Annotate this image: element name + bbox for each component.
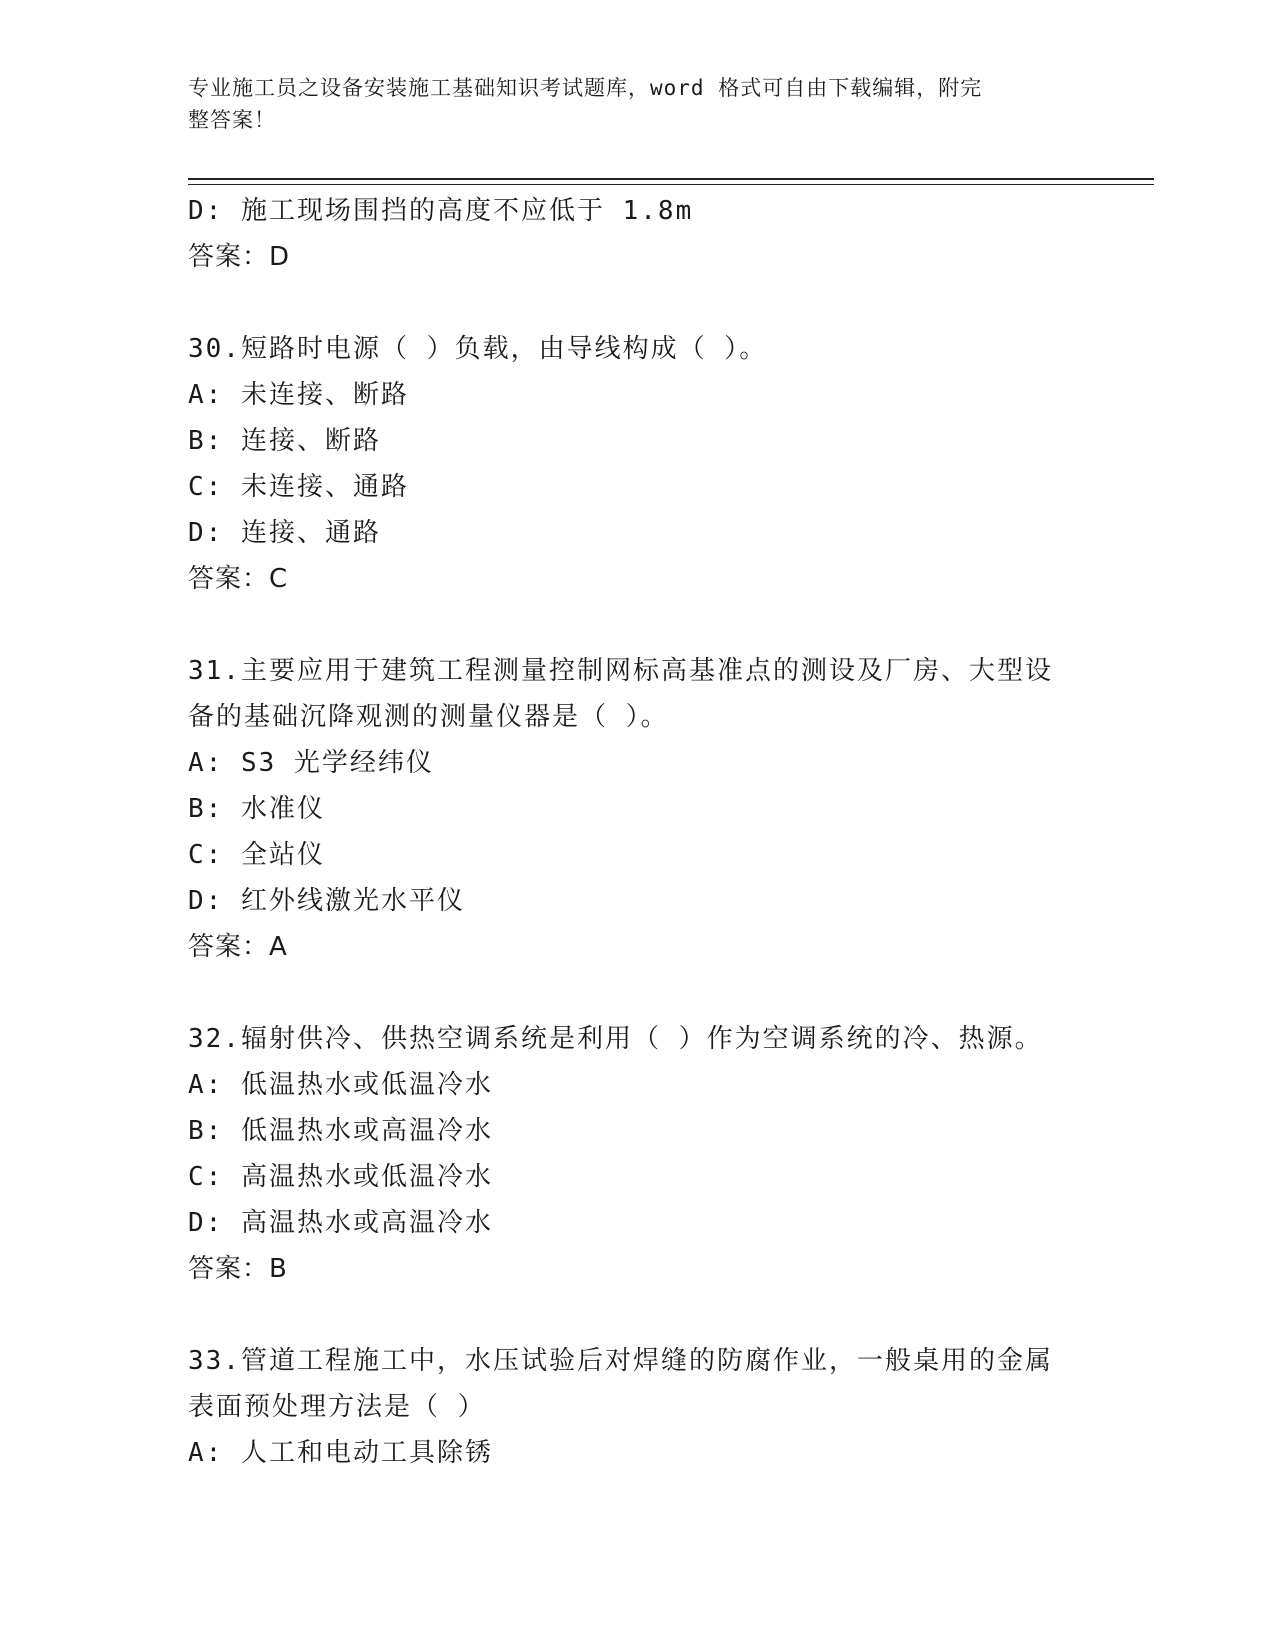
option-d: D: 红外线激光水平仪 xyxy=(188,886,465,916)
option-a: A: S3 光学经纬仪 xyxy=(188,748,434,778)
document-body xyxy=(188,188,1088,1476)
spacer xyxy=(188,970,1088,1016)
option-b: B: 连接、断路 xyxy=(188,426,381,456)
option-a: A: 未连接、断路 xyxy=(188,380,409,410)
header-divider xyxy=(188,178,1154,180)
header-title-line1: 专业施工员之设备安装施工基础知识考试题库，word 格式可自由下载编辑，附完 xyxy=(188,76,983,100)
option-c: C: 未连接、通路 xyxy=(188,472,409,502)
question-30 xyxy=(188,326,1088,602)
question-text: 31.主要应用于建筑工程测量控制网标高基准点的测设及厂房、大型设 xyxy=(188,656,1053,686)
header-title-line2: 整答案！ xyxy=(188,108,276,132)
answer: 答案：B xyxy=(188,1254,288,1284)
question-text-continued: 表面预处理方法是（ ） xyxy=(188,1392,486,1422)
question-text-continued: 备的基础沉降观测的测量仪器是（ ）。 xyxy=(188,702,669,732)
question-text: 33.管道工程施工中，水压试验后对焊缝的防腐作业，一般桌用的金属 xyxy=(188,1346,1053,1376)
option-d: D: 施工现场围挡的高度不应低于 1.8m xyxy=(188,196,694,226)
spacer xyxy=(188,602,1088,648)
option-a: A: 人工和电动工具除锈 xyxy=(188,1438,493,1468)
question-33 xyxy=(188,1338,1088,1476)
answer: 答案：A xyxy=(188,932,288,962)
header-divider-thin xyxy=(188,184,1154,185)
option-c: C: 高温热水或低温冷水 xyxy=(188,1162,493,1192)
option-b: B: 水准仪 xyxy=(188,794,325,824)
option-d: D: 高温热水或高温冷水 xyxy=(188,1208,493,1238)
answer: 答案：C xyxy=(188,564,289,594)
answer: 答案：D xyxy=(188,242,291,272)
page-header xyxy=(188,72,1068,136)
spacer xyxy=(188,280,1088,326)
question-text: 32.辐射供冷、供热空调系统是利用（ ）作为空调系统的冷、热源。 xyxy=(188,1024,1043,1054)
option-c: C: 全站仪 xyxy=(188,840,325,870)
option-a: A: 低温热水或低温冷水 xyxy=(188,1070,493,1100)
option-b: B: 低温热水或高温冷水 xyxy=(188,1116,493,1146)
option-d: D: 连接、通路 xyxy=(188,518,381,548)
question-text: 30.短路时电源（ ）负载，由导线构成（ ）。 xyxy=(188,334,768,364)
question-32 xyxy=(188,1016,1088,1292)
spacer xyxy=(188,1292,1088,1338)
question-31 xyxy=(188,648,1088,970)
